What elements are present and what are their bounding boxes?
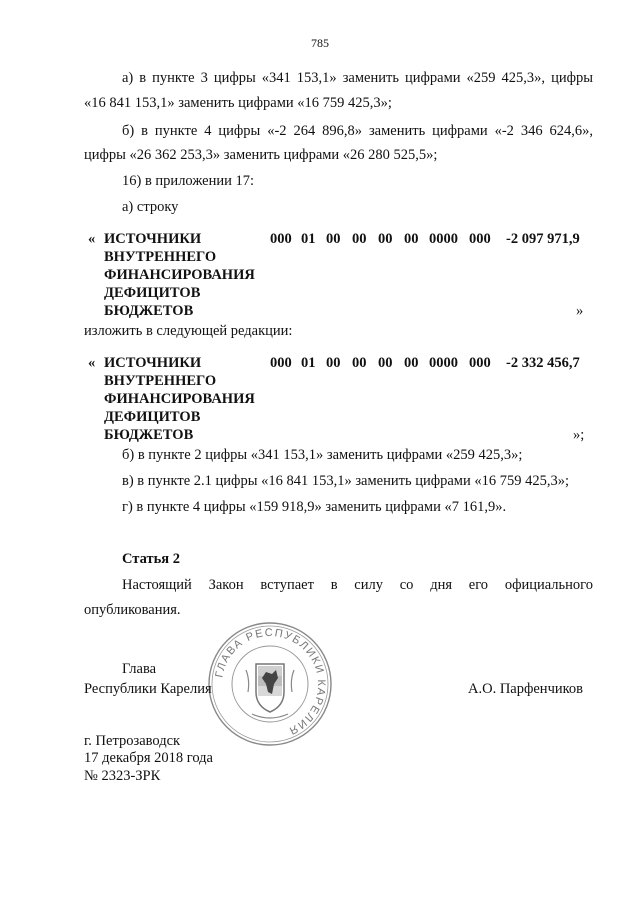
row-new-amount: -2 332 456,7 — [506, 355, 580, 371]
row-new-close-quote: »; — [573, 427, 585, 443]
row-old-code-8: 000 — [469, 231, 491, 247]
row-new-code-2: 01 — [301, 355, 316, 371]
item-16: 16) в приложении 17: — [122, 173, 255, 189]
paragraph-v-item21: в) в пункте 2.1 цифры «16 841 153,1» заменить цифрами «16 759 425,3»; — [122, 473, 570, 489]
row-old-code-3: 00 — [326, 231, 341, 247]
row-old-name-5: БЮДЖЕТОВ — [104, 303, 194, 319]
row-new-name-4: ДЕФИЦИТОВ — [104, 409, 201, 425]
row-new-name-1: ИСТОЧНИКИ — [104, 355, 202, 371]
signature-name: А.О. Парфенчиков — [468, 681, 584, 697]
signature-title-1: Глава — [122, 661, 157, 677]
row-new-code-1: 000 — [270, 355, 292, 371]
paragraph-a-line1: а) в пункте 3 цифры «341 153,1» заменить цифрами «259 425,3», цифры — [122, 70, 593, 86]
row-old-code-2: 01 — [301, 231, 316, 247]
row-new-code-8: 000 — [469, 355, 491, 371]
row-old-name-2: ВНУТРЕННЕГО — [104, 249, 217, 265]
footer-date: 17 декабря 2018 года — [84, 750, 213, 766]
row-old-code-4: 00 — [352, 231, 367, 247]
row-old-amount: -2 097 971,9 — [506, 231, 580, 247]
row-old-code-6: 00 — [404, 231, 419, 247]
row-old-name-1: ИСТОЧНИКИ — [104, 231, 202, 247]
article-text-line2: опубликования. — [84, 602, 181, 618]
row-new-code-3: 00 — [326, 355, 341, 371]
coat-of-arms-icon — [246, 664, 294, 718]
row-new-code-6: 00 — [404, 355, 419, 371]
row-old-code-5: 00 — [378, 231, 393, 247]
seal-text: ГЛАВА РЕСПУБЛИКИ КАРЕЛИЯ — [213, 626, 328, 738]
row-new-name-3: ФИНАНСИРОВАНИЯ — [104, 391, 255, 407]
row-old-code-7: 0000 — [429, 231, 458, 247]
row-old-close-quote: » — [576, 303, 584, 319]
row-new-code-7: 0000 — [429, 355, 458, 371]
replace-text: изложить в следующей редакции: — [84, 323, 293, 339]
row-new-name-5: БЮДЖЕТОВ — [104, 427, 194, 443]
paragraph-b-line2: цифры «26 362 253,3» заменить цифрами «26 280 525,5»; — [84, 147, 438, 163]
row-old-open-quote: « — [88, 231, 96, 247]
article-text-line1: Настоящий Закон вступает в силу со дня его официального — [122, 577, 593, 593]
row-old-name-3: ФИНАНСИРОВАНИЯ — [104, 267, 255, 283]
row-new-code-5: 00 — [378, 355, 393, 371]
paragraph-g-item4: г) в пункте 4 цифры «159 918,9» заменить цифрами «7 161,9». — [122, 499, 507, 515]
paragraph-a-line2: «16 841 153,1» заменить цифрами «16 759 425,3»; — [84, 95, 392, 111]
paragraph-b-item2: б) в пункте 2 цифры «341 153,1» заменить цифрами «259 425,3»; — [122, 447, 523, 463]
signature-title-2: Республики Карелия — [84, 681, 212, 697]
paragraph-b-line1: б) в пункте 4 цифры «-2 264 896,8» заменить цифрами «-2 346 624,6», — [122, 123, 593, 139]
row-new-open-quote: « — [88, 355, 96, 371]
page-number: 785 — [311, 36, 329, 50]
row-new-code-4: 00 — [352, 355, 367, 371]
official-seal — [206, 620, 334, 748]
row-new-name-2: ВНУТРЕННЕГО — [104, 373, 217, 389]
row-old-name-4: ДЕФИЦИТОВ — [104, 285, 201, 301]
seal-graphic — [206, 620, 334, 748]
footer-number: № 2323-ЗРК — [84, 768, 161, 784]
row-old-code-1: 000 — [270, 231, 292, 247]
footer-city: г. Петрозаводск — [84, 733, 181, 749]
article-title: Статья 2 — [122, 551, 180, 567]
paragraph-a-row: а) строку — [122, 199, 179, 215]
